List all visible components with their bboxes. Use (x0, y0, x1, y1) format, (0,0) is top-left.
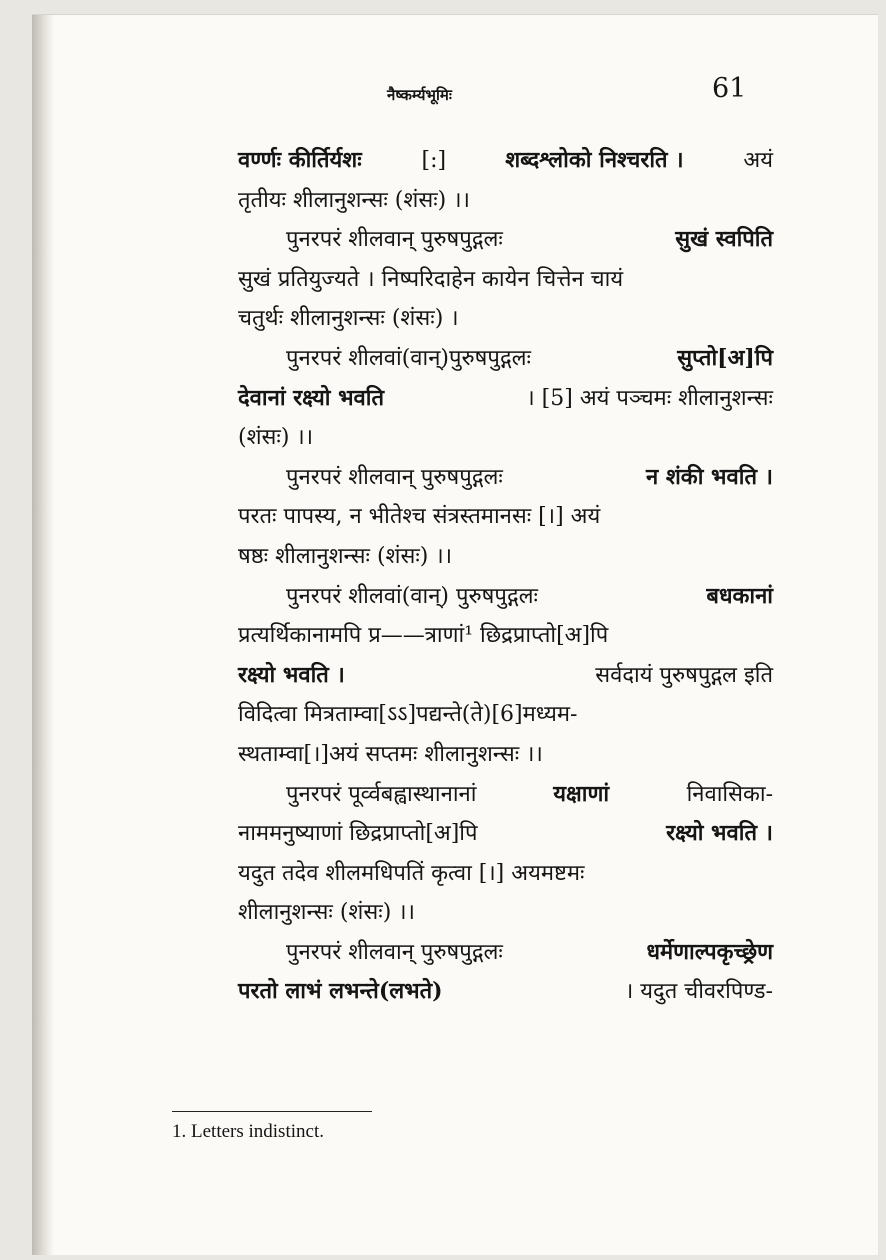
text-run: । [5] अयं पञ्चमः शीलानुशन्सः (526, 385, 773, 411)
footnote-divider (172, 1111, 372, 1112)
text-run: चतुर्थः शीलानुशन्सः (शंसः) । (238, 306, 459, 332)
running-header: नैष्कर्म्यभूमिः (387, 86, 452, 104)
text-run: पुनरपरं शीलवां(वान्) पुरुषपुद्गलः (286, 583, 545, 609)
bold-text-run: देवानां रक्ष्यो भवति (238, 384, 392, 411)
book-page (32, 14, 878, 1255)
text-line (238, 854, 773, 894)
text-line (238, 299, 773, 339)
text-line (238, 260, 773, 300)
text-run: पुनरपरं शीलवान् पुरुषपुद्गलः (286, 227, 510, 253)
text-run: षष्ठः शीलानुशन्सः (शंसः) ।। (238, 543, 453, 569)
bold-text-run: रक्ष्यो भवति । (238, 661, 353, 688)
text-line (238, 458, 773, 498)
text-run: परतः पापस्य, न भीतेश्च संत्रस्तमानसः [।] अयं (238, 504, 601, 530)
bold-text-run: सुखं स्वपिति (675, 226, 773, 253)
text-run: पुनरपरं शीलवान् पुरुषपुद्गलः (286, 464, 510, 490)
bold-text-run: सुप्तो[अ]पि (677, 344, 773, 371)
text-run: सुखं प्रतियुज्यते । निष्परिदाहेन कायेन चित्तेन चायं (238, 266, 624, 292)
text-line (238, 616, 773, 656)
text-line (238, 418, 773, 458)
text-line (238, 695, 773, 735)
text-line (238, 339, 773, 379)
text-run: [:] (421, 148, 454, 173)
text-line (238, 933, 773, 973)
bold-text-run: परतो लाभं लभन्ते(लभते) (238, 978, 451, 1005)
body-text (238, 141, 773, 1012)
text-run: पुनरपरं पूर्व्वबह्वास्थानानां (286, 781, 484, 807)
text-line (238, 577, 773, 617)
text-run: स्थताम्वा[।]अयं सप्तमः शीलानुशन्सः ।। (238, 741, 543, 767)
text-line (238, 537, 773, 577)
text-run: पुनरपरं शीलवान् पुरुषपुद्गलः (286, 939, 510, 965)
text-line (238, 735, 773, 775)
bold-text-run: वर्ण्णः कीर्तिर्यशः (238, 147, 370, 173)
text-run: नाममनुष्याणां छिद्रप्राप्तो[अ]पि (238, 821, 485, 847)
text-run: । यदुत चीवरपिण्ड- (624, 979, 773, 1005)
text-run: यदुत तदेव शीलमधिपतिं कृत्वा [।] अयमष्टमः (238, 860, 585, 886)
bold-text-run: धर्मेणाल्पकृच्छ्रेण (646, 938, 773, 965)
text-line (238, 181, 773, 221)
text-line (238, 893, 773, 933)
bold-text-run: शब्दश्लोको निश्चरति । (505, 147, 692, 173)
text-line (238, 141, 773, 181)
footnote: 1. Letters indistinct. (172, 1121, 324, 1142)
text-run: शीलानुशन्सः (शंसः) ।। (238, 900, 415, 926)
text-line (238, 656, 773, 696)
text-run: विदित्वा मित्रताम्वा[ऽऽ]पद्यन्ते(ते)[6]मध्यम- (238, 702, 578, 728)
text-line (238, 379, 773, 419)
text-run: पुनरपरं शीलवां(वान्)पुरुषपुद्गलः (286, 345, 538, 371)
bold-text-run: न शंकी भवति । (645, 463, 773, 490)
bold-text-run: बधकानां (706, 582, 773, 609)
page-number: 61 (712, 73, 747, 104)
page-edge-shadow (32, 15, 54, 1255)
text-run: प्रत्यर्थिकानामपि प्र——त्राणां¹ छिद्रप्राप्तो[अ]पि (238, 623, 609, 649)
text-run: सर्वदायं पुरुषपुद्गल इति (595, 662, 773, 688)
text-line (238, 497, 773, 537)
text-line (238, 814, 773, 854)
text-run: अयं (743, 148, 773, 173)
text-line (238, 775, 773, 815)
text-line (238, 972, 773, 1012)
bold-text-run: यक्षाणां (553, 780, 617, 807)
text-run: निवासिका- (686, 781, 773, 807)
text-run: तृतीयः शीलानुशन्सः (शंसः) ।। (238, 187, 470, 213)
text-line (238, 220, 773, 260)
bold-text-run: रक्ष्यो भवति । (666, 820, 773, 847)
text-run: (शंसः) ।। (238, 425, 314, 451)
